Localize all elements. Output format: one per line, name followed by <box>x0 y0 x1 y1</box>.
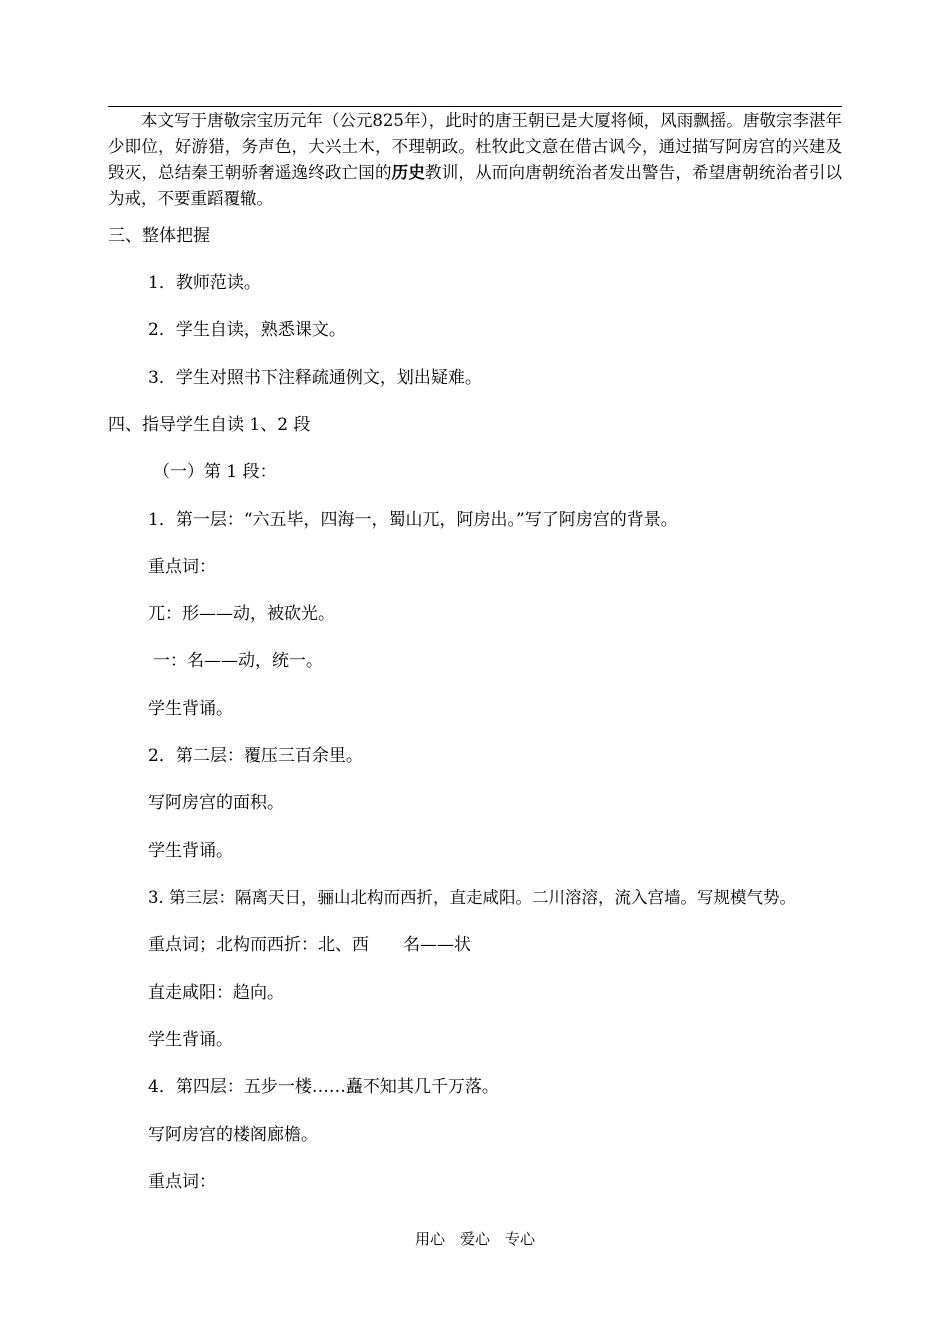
text-line: 重点词： <box>148 557 216 577</box>
text-line: 学生背诵。 <box>148 841 233 861</box>
text-line: 写阿房宫的楼阁廊檐。 <box>148 1125 318 1145</box>
intro-text-1: 本文写于唐敬宗宝历元年（公元825年），此时的唐王朝已是大厦将倾，风雨飘摇。唐敬宗李湛年少即位，好游猎，务声色，大兴土木，不理朝政。杜牧此文意在借古讽今，通过描写阿房宫的兴建及毁灭，总结秦王朝骄奢遥逸终政亡国的 <box>108 111 842 182</box>
section-heading-3: 三、整体把握 <box>108 226 210 246</box>
text-line: 重点词： <box>148 1172 216 1192</box>
list-item: 3．学生对照书下注释疏通例文，划出疑难。 <box>148 368 482 388</box>
text-line: 学生背诵。 <box>148 699 233 719</box>
list-item: 2．学生自读，熟悉课文。 <box>148 320 346 340</box>
section-heading-4: 四、指导学生自读 1、2 段 <box>108 415 311 435</box>
list-item: 1．第一层：“六五毕，四海一，蜀山兀，阿房出。”写了阿房宫的背景。 <box>148 510 678 530</box>
list-item: 3. 第三层：隔离天日，骊山北构而西折，直走咸阳。二川溶溶，流入宫墙。写规模气势。 <box>148 888 796 907</box>
list-item: 4．第四层：五步一楼……矗不知其几千万落。 <box>148 1077 499 1097</box>
intro-text-2: 教训，从而向唐朝统治者发出警告，希望唐朝统治者引以为戒，不要重蹈覆辙。 <box>108 163 843 208</box>
text-line: 直走咸阳：趋向。 <box>148 983 284 1003</box>
intro-bold-term: 历史 <box>391 163 426 182</box>
text-line: 写阿房宫的面积。 <box>148 793 284 813</box>
text-line: 一：名——动，统一。 <box>153 651 323 671</box>
intro-paragraph <box>108 108 842 212</box>
text-line: 学生背诵。 <box>148 1030 233 1050</box>
page-footer: 用心 爱心 专心 <box>414 1230 535 1248</box>
text-line: 重点词；北构而西折：北、西 名——状 <box>148 935 471 955</box>
text-line: 兀：形——动，被砍光。 <box>148 604 335 624</box>
subsection-heading: （一）第 1 段： <box>153 462 277 482</box>
list-item: 2．第二层：覆压三百余里。 <box>148 746 363 766</box>
header-rule <box>108 106 842 107</box>
list-item: 1．教师范读。 <box>148 273 261 293</box>
